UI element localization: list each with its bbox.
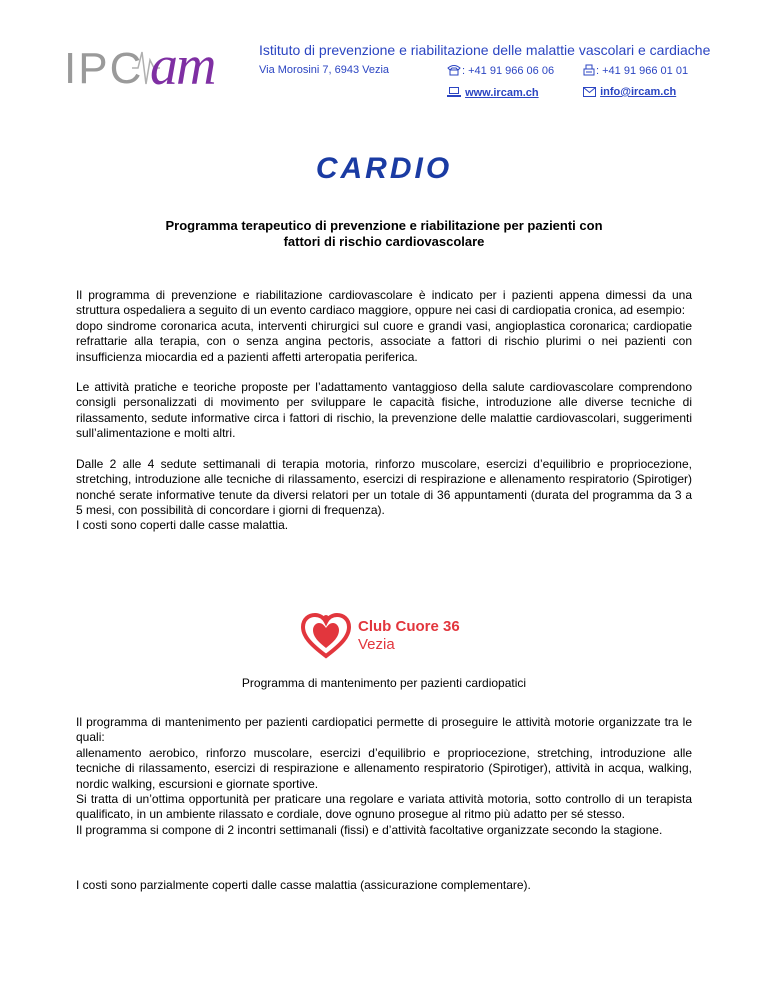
- website-contact: [447, 86, 539, 101]
- fax-icon: [583, 64, 595, 79]
- subtitle-line-2: fattori di rischio cardiovascolare: [283, 234, 485, 249]
- maintenance-line-1: Il programma di mantenimento per pazienti cardiopatici permette di proseguire le attività motorie organizzate tra le quali:: [76, 715, 692, 745]
- institute-title: Istituto di prevenzione e riabilitazione delle malattie vascolari e cardiache: [259, 42, 711, 58]
- website-link[interactable]: www.ircam.ch: [465, 87, 539, 99]
- address: Via Morosini 7, 6943 Vezia: [259, 64, 390, 76]
- subtitle-line-1: Programma terapeutico di prevenzione e riabilitazione per pazienti con: [165, 218, 603, 233]
- intro-paragraph: [76, 288, 692, 365]
- fax-number: : +41 91 966 01 01: [596, 65, 689, 77]
- page-title: CARDIO: [315, 152, 453, 185]
- phone-contact: [447, 64, 554, 79]
- maintenance-paragraph: [76, 715, 692, 838]
- logo-text-am: am: [150, 35, 215, 97]
- email-link[interactable]: info@ircam.ch: [600, 86, 677, 98]
- club-location: Vezia: [358, 636, 395, 653]
- ircam-logo: [64, 35, 254, 97]
- page-subtitle: [110, 218, 658, 250]
- phone-number: : +41 91 966 06 06: [462, 65, 555, 77]
- costs-paragraph: I costi sono coperti dalle casse malattia.: [76, 518, 289, 532]
- maintenance-line-3: Si tratta di un’ottima opportunità per praticare una regolare e variata attività motoria, sotto controllo di un terapista qualificato, in un ambiente rilassato e cordiale, dove ognuno prosegue al ritmo più adatto per sé stesso.: [76, 792, 692, 822]
- envelope-icon: [583, 87, 596, 100]
- fax-contact: [583, 64, 688, 79]
- maintenance-line-2: allenamento aerobico, rinforzo muscolare, esercizi d’equilibrio e propriocezione, stretching, introduzione alle tecniche di rilassamento, esercizi di respirazione e allenamento respiratorio (Spirotiger), attività in acqua, walking, nordic walking, escursioni e giornate sportive.: [76, 745, 692, 791]
- sessions-paragraph: Dalle 2 alle 4 sedute settimanali di terapia motoria, rinforzo muscolare, esercizi d’equilibrio e propriocezione, stretching, introduzione alle tecniche di rilassamento, esercizi di respirazione e allenamento respiratorio (Spirotiger) nonché serate informative tenute da diversi relatori per un totale di 36 appuntamenti (durata del programma da 3 a 5 mesi, con possibilità di concordare i giorni di frequenza).: [76, 457, 692, 518]
- email-contact: [583, 86, 676, 100]
- logo-text-ir: IPC: [64, 44, 144, 93]
- closing-paragraph: I costi sono parzialmente coperti dalle casse malattia (assicurazione complementare).: [76, 878, 531, 892]
- intro-text-b: dopo sindrome coronarica acuta, interventi chirurgici sul cuore e grandi vasi, angioplastica coronarica; cardiopatie refrattarie alla terapia, con o senza angina pectoris, associate a fattori di rischio plurimi o nei pazienti con insufficienza miocardia ed a pazienti affetti arteropatia periferica.: [76, 318, 692, 364]
- maintenance-title: Programma di mantenimento per pazienti cardiopatici: [241, 676, 527, 690]
- activities-paragraph: Le attività pratiche e teoriche proposte per l’adattamento vantaggioso della salute cardiovascolare comprendono consigli personalizzati di movimento per sviluppare le capacità fisiche, introduzione alle diverse tecniche di rilassamento, sedute informative circa i fattori di rischio, la prevenzione delle malattie cardiovascolari, suggerimenti sull’alimentazione e molti altri.: [76, 380, 692, 441]
- heart-icon: [300, 612, 352, 660]
- maintenance-line-4: Il programma si compone di 2 incontri settimanali (fissi) e d’attività facoltative organizzate secondo la stagione.: [76, 822, 663, 837]
- phone-icon: [447, 64, 461, 79]
- computer-icon: [447, 86, 461, 101]
- club-cuore-logo: [300, 612, 490, 660]
- club-name: Club Cuore 36: [358, 618, 460, 635]
- intro-text-a: Il programma di prevenzione e riabilitazione cardiovascolare è indicato per i pazienti appena dimessi da una struttura ospedaliera a seguito di un evento cardiaco maggiore, oppure nei casi di cardiopatia cronica, ad esempio:: [76, 288, 692, 318]
